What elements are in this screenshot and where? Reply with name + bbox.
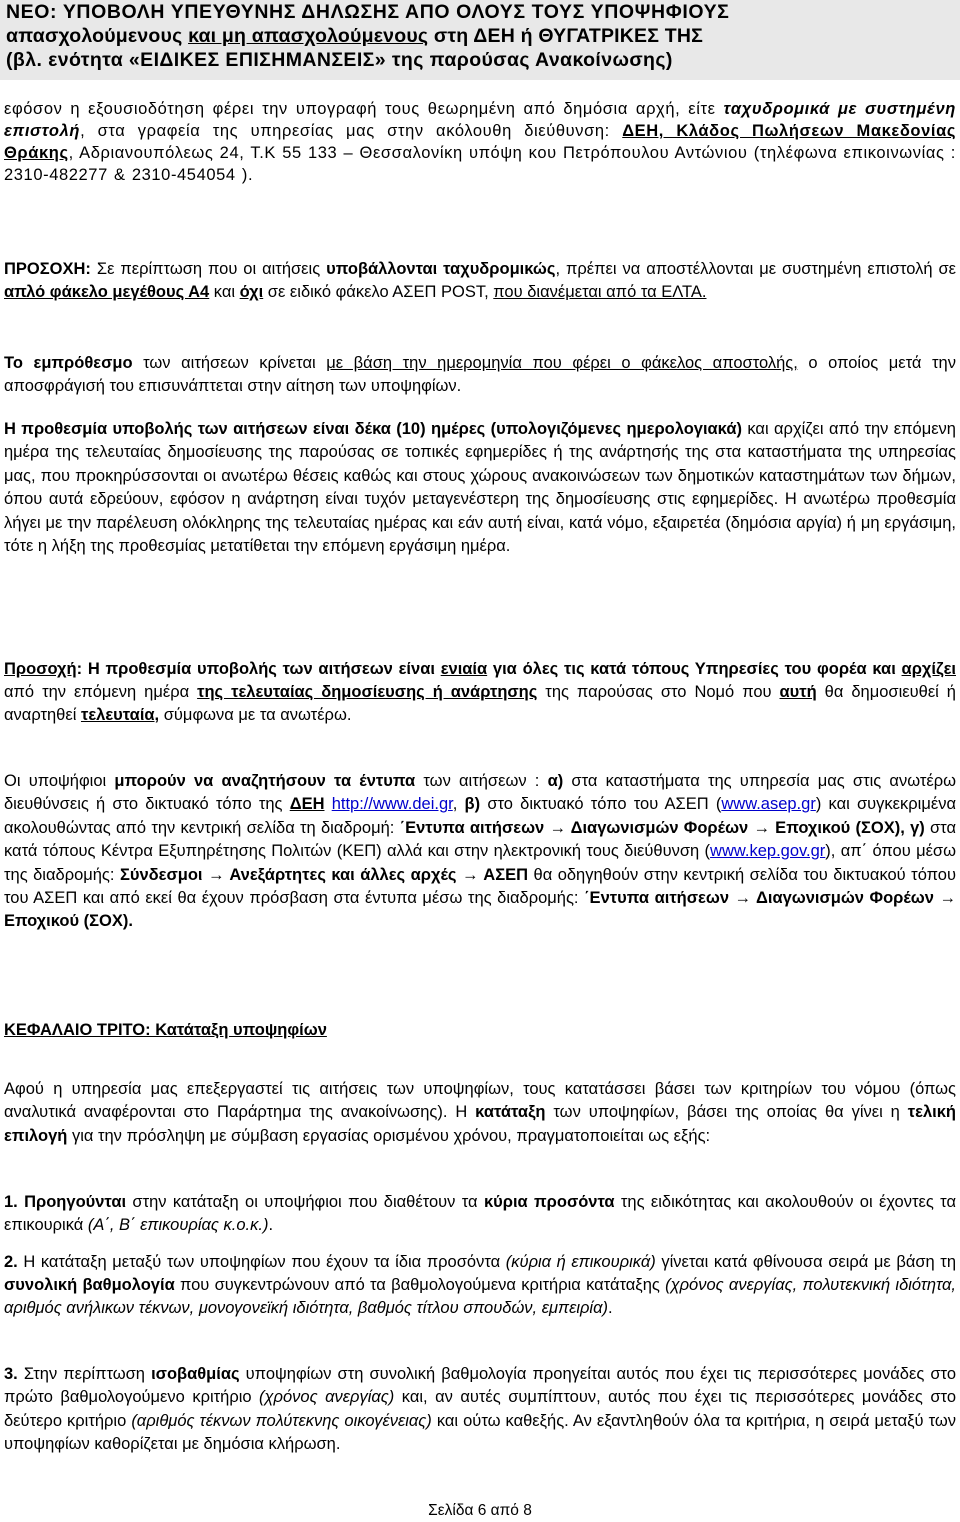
- text: και, αν αυτές συμπίπτουν, αυτός που έχει τις περισσότερες μονάδες στο δεύτερο κριτήριο: [4, 1388, 956, 1430]
- text: [324, 795, 331, 813]
- text-bold: ταχυδρομικά με συστημένη επιστολή: [4, 100, 956, 140]
- ranking-intro-paragraph: [4, 1078, 956, 1148]
- ranking-item-1: [4, 1191, 956, 1237]
- address-name: ΔΕΗ, Κλάδος Πωλήσεων Μακεδονίας Θράκης: [4, 122, 956, 162]
- item-number: 1.: [4, 1193, 25, 1211]
- deadline-rule-paragraph: [4, 352, 956, 398]
- delivery-paragraph: [4, 98, 956, 186]
- page-footer: [0, 1500, 960, 1522]
- ranking-item-2: [4, 1251, 956, 1320]
- attention-paragraph: [4, 258, 956, 304]
- text: στα κατά τόπους Κέντρα Εξυπηρέτησης Πολιτών (ΚΕΠ) αλλά και στην ηλεκτρονική τους διεύθυνση (: [4, 818, 957, 861]
- notice-header: [0, 0, 960, 80]
- text-bold: : Η προθεσμία υποβολής των αιτήσεων είναι: [76, 660, 441, 678]
- note-paragraph: [4, 658, 956, 727]
- text-bold: Προηγούνται: [24, 1193, 127, 1211]
- text-bold: γ): [910, 818, 925, 837]
- text-bold-underlined: ΔΕΗ: [289, 795, 325, 814]
- text-bold-underlined: ενιαία: [440, 660, 488, 678]
- text-bold-underlined: αυτή: [779, 683, 817, 701]
- text: της ειδικότητας και ακολουθούν οι έχοντες τα επικουρικά: [4, 1193, 956, 1234]
- text-bold-underlined: απλό φάκελο μεγέθους Α4: [4, 283, 210, 301]
- attention-label: ΠΡΟΣΟΧΗ:: [4, 260, 91, 278]
- text: και: [209, 283, 240, 301]
- text: στην κατάταξη οι υποψήφιοι που διαθέτουν τα: [126, 1193, 484, 1211]
- text: , στα γραφεία της υπηρεσίας μας στην ακόλουθη διεύθυνση:: [80, 122, 623, 140]
- text: των υποψηφίων, βάσει της οποίας θα γίνει η: [545, 1103, 908, 1122]
- text-italic: (αριθμός τέκνων πολύτεκνης οικογένειας): [131, 1411, 432, 1430]
- text-bold-underlined: τελευταία,: [80, 706, 160, 724]
- header-line-2: [0, 24, 960, 48]
- text: ,: [452, 795, 465, 814]
- text-bold: ΄Εντυπα αιτήσεων → Διαγωνισμών Φορέων → Εποχικού (ΣΟΧ).: [4, 889, 956, 931]
- text: θα οδηγηθούν στην κεντρική σελίδα του δικτυακού τόπου του ΑΣΕΠ και από εκεί θα έχουν πρόσβαση στα έντυπα μέσω της διαδρομής:: [4, 865, 956, 908]
- header-line-1: ΝΕΟ: ΥΠΟΒΟΛΗ ΥΠΕΥΘΥΝΗΣ ΔΗΛΩΣΗΣ ΑΠΟ ΟΛΟΥΣ ΤΟΥΣ ΥΠΟΨΗΦΙΟΥΣ: [6, 1, 730, 23]
- text: από την επόμενη ημέρα: [4, 683, 198, 701]
- text: ο οποίος μετά την αποσφράγισή του επισυνάπτεται στην αίτηση των υποψηφίων.: [4, 354, 956, 395]
- header-text-underlined: και μη απασχολούμενους: [188, 25, 429, 47]
- text-underlined: με βάση την ημερομηνία που φέρει ο φάκελος αποστολής,: [326, 354, 798, 372]
- text-bold: συνολική βαθμολογία: [4, 1276, 175, 1294]
- text-bold: τελική επιλογή: [4, 1103, 956, 1145]
- text-bold: για όλες τις κατά τόπους Υπηρεσίες του φορέα και: [487, 660, 902, 678]
- text: στο δικτυακό τόπο του ΑΣΕΠ (: [480, 795, 722, 814]
- text-italic: (κύρια ή επικουρικά): [505, 1253, 656, 1271]
- header-text: απασχολούμενους: [6, 25, 189, 47]
- text-bold-underlined: όχι: [239, 283, 264, 301]
- ranking-item-3: [4, 1363, 956, 1457]
- deadline-paragraph: [4, 418, 956, 558]
- text-bold: ΄Εντυπα αιτήσεων → Διαγωνισμών Φορέων → Εποχικού (ΣΟΧ),: [399, 818, 905, 837]
- kep-link[interactable]: www.kep.gov.gr: [710, 842, 826, 861]
- text-italic: (Α΄, Β΄ επικουρίας κ.ο.κ.): [87, 1216, 269, 1234]
- asep-link[interactable]: www.asep.gr: [721, 795, 816, 814]
- text: , Αδριανουπόλεως 24, Τ.Κ 55 133 – Θεσσαλονίκη υπόψη κου Πετρόπουλου Αντώνιου (τηλέφωνα επικοινωνίας : 2310-482277 & 2310-454054 ).: [4, 144, 956, 184]
- text: εφόσον η εξουσιοδότηση φέρει την υπογραφή τους θεωρημένη από δημόσια αρχή, είτε: [4, 100, 724, 118]
- text-bold: β): [464, 795, 481, 814]
- text-bold: μπορούν να αναζητήσουν τα έντυπα: [114, 772, 416, 790]
- text-bold: κύρια προσόντα: [483, 1193, 615, 1211]
- text-italic: (χρόνος ανεργίας): [259, 1388, 395, 1407]
- text-bold: Το εμπρόθεσμο: [4, 354, 133, 372]
- text-bold: Η προθεσμία υποβολής των αιτήσεων είναι δέκα (10) ημέρες (υπολογιζόμενες ημερολογιακά): [4, 420, 742, 438]
- text: υποψηφίων στη συνολική βαθμολογία προηγείται αυτός που έχει τις περισσότερες μονάδες στο πρώτο βαθμολογούμενο κριτήριο: [4, 1365, 956, 1407]
- text: της παρούσας στο Νομό που: [537, 683, 780, 701]
- text: Η κατάταξη μεταξύ των υποψηφίων που έχουν τα ίδια προσόντα: [17, 1253, 506, 1271]
- text: που συγκεντρώνουν από τα βαθμολογούμενα κριτήρια κατάταξης: [174, 1276, 666, 1294]
- text: Σε περίπτωση που οι αιτήσεις: [90, 260, 327, 278]
- text: ) και συγκεκριμένα ακολουθώντας από την κεντρική σελίδα τη διαδρομή:: [4, 795, 956, 837]
- text: για την πρόσληψη με σύμβαση εργασίας ορισμένου χρόνου, πραγματοποιείται ως εξής:: [67, 1126, 711, 1145]
- text-bold: ισοβαθμίας: [151, 1365, 240, 1383]
- chapter-title: [4, 1019, 956, 1041]
- text: .: [608, 1299, 613, 1317]
- dei-link[interactable]: http://www.dei.gr: [331, 795, 453, 814]
- text-bold-underlined: της τελευταίας δημοσίευσης ή ανάρτησης: [197, 683, 538, 701]
- text: Αφού η υπηρεσία μας επεξεργαστεί τις αιτήσεις των υποψηφίων, τους κατατάσσει βάσει των κριτηρίων του νόμου (όπως αναλυτικά αναφέρονται στο Παράρτημα της ανακοίνωσης). Η: [4, 1080, 956, 1122]
- text: γίνεται κατά φθίνουσα σειρά με βάση τη: [655, 1253, 956, 1271]
- text: ), απ΄ όπου μέσω της διαδρομής:: [4, 842, 956, 884]
- text-italic: (χρόνος ανεργίας, πολυτεκνική ιδιότητα, αριθμός ανήλικων τέκνων, μονογονεϊκή ιδιότητα, βαθμός τίτλου σπουδών, εμπειρία): [4, 1276, 956, 1317]
- text: , πρέπει να αποστέλλονται με συστημένη επιστολή σε: [555, 260, 956, 278]
- text: και ούτω καθεξής. Αν εξαντληθούν όλα τα κριτήρια, η σειρά μεταξύ των υποψηφίων καθορίζεται με δημόσια κλήρωση.: [4, 1411, 956, 1454]
- item-number: 2.: [4, 1253, 18, 1271]
- text: θα δημοσιευθεί ή αναρτηθεί: [4, 683, 956, 724]
- header-text: στη ΔΕΗ ή ΘΥΓΑΤΡΙΚΕΣ ΤΗΣ: [428, 25, 704, 47]
- chapter-heading: ΚΕΦΑΛΑΙΟ ΤΡΙΤΟ: Κατάταξη υποψηφίων: [4, 1021, 327, 1039]
- text: στα καταστήματα της υπηρεσία μας στις ανωτέρω διευθύνσεις ή στο δικτυακό τόπο της: [4, 772, 956, 814]
- item-number: 3.: [4, 1365, 18, 1383]
- text-bold: α): [547, 772, 564, 790]
- header-line-3: (βλ. ενότητα «ΕΙΔΙΚΕΣ ΕΠΙΣΗΜΑΝΣΕΙΣ» της παρούσας Ανακοίνωσης): [6, 49, 673, 71]
- page-number: Σελίδα 6 από 8: [428, 1502, 532, 1519]
- text-bold-underlined: αρχίζει: [901, 660, 956, 678]
- text: σύμφωνα με τα ανωτέρω.: [159, 706, 352, 724]
- text: .: [268, 1216, 274, 1234]
- text: των αιτήσεων :: [415, 772, 548, 790]
- text-bold: υποβάλλονται ταχυδρομικώς: [326, 260, 556, 278]
- text: των αιτήσεων κρίνεται: [132, 354, 327, 372]
- text: Οι υποψήφιοι: [4, 772, 115, 790]
- text: σε ειδικό φάκελο ΑΣΕΠ POST,: [263, 283, 494, 301]
- text: και αρχίζει από την επόμενη ημέρα της τελευταίας δημοσίευσης της παρούσας σε τοπικές εφημερίδες ή της ανάρτησής της στα καταστήματα της υπηρεσίας μας, που προκηρύσσονται οι ανωτέρω θέσεις καθώς και στους χώρους ανακοινώσεων των δημοτικών καταστημάτων των δήμων, όπου αυτά εδρεύουν, εφόσον η ανάρτηση είναι τυχόν μεταγενέστερη της δημοσίευσης στις εφημερίδες. Η ανωτέρω προθεσμία λήγει με την παρέλευση ολόκληρης της τελευταίας ημέρας και εάν αυτή είναι, κατά νόμο, εξαιρετέα (δημόσια αργία) ή μη εργάσιμη, τότε η λήξη της προθεσμίας μετατίθεται την επόμενη εργάσιμη ημέρα.: [4, 420, 956, 556]
- text: Στην περίπτωση: [17, 1365, 152, 1383]
- note-label: Προσοχή: [4, 660, 77, 678]
- text-bold: κατάταξη: [475, 1103, 546, 1122]
- text-bold: Σύνδεσμοι → Ανεξάρτητες και άλλες αρχές → ΑΣΕΠ: [119, 865, 529, 884]
- text-underlined: που διανέμεται από τα ΕΛΤΑ.: [493, 283, 707, 301]
- forms-paragraph: [4, 770, 956, 934]
